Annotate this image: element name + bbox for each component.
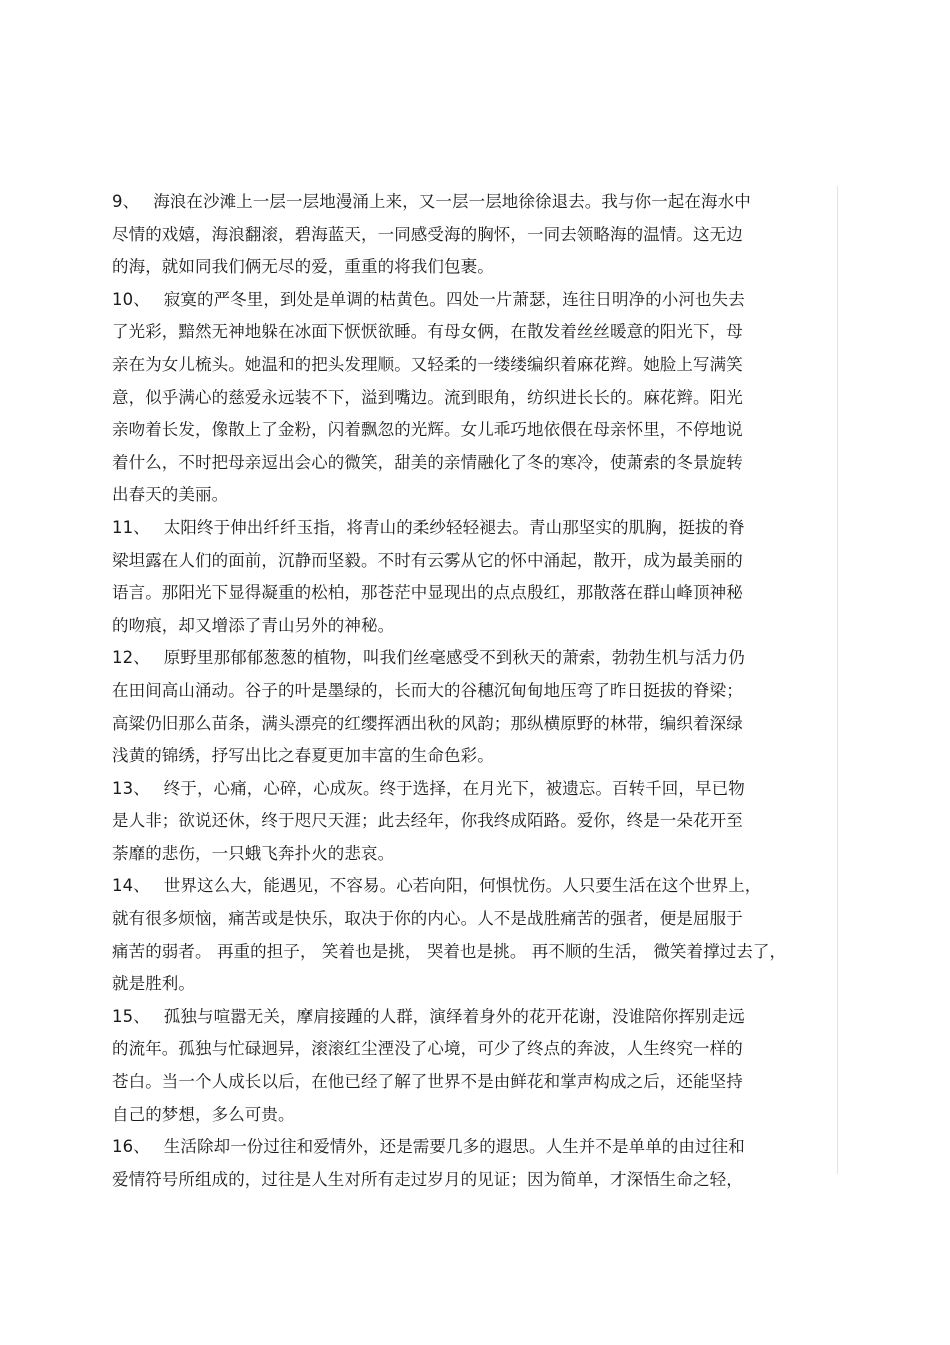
paragraph-number: 13、 [112,778,150,798]
paragraph-line [112,903,832,936]
paragraph-line [112,447,832,480]
paragraph [112,870,832,1000]
paragraph-line [112,675,832,708]
paragraph-line [112,610,832,643]
paragraph-line [112,316,832,349]
line-text: 浅黄的锦绣，抒写出比之春夏更加丰富的生命色彩。 [112,746,494,766]
paragraph-number: 10、 [112,289,150,309]
paragraph-line [112,414,832,447]
line-text: 是人非；欲说还休，终于咫尺天涯；此去经年，你我终成陌路。爱你，终是一朵花开至 [112,811,743,831]
paragraph [112,773,832,871]
line-text: 荼靡的悲伤，一只蛾飞奔扑火的悲哀。 [112,843,395,863]
paragraph-line [112,284,832,317]
line-text: 语言。那阳光下显得凝重的松柏，那苍茫中显现出的点点殷红，那散落在群山峰顶神秘 [112,583,743,603]
paragraph-number: 11、 [112,517,150,537]
paragraph-line [112,349,832,382]
line-text: 着什么，不时把母亲逗出会心的微笑，甜美的亲情融化了冬的寒冷，使萧索的冬景旋转 [112,452,743,472]
line-text: 苍白。当一个人成长以后，在他已经了解了世界不是由鲜花和掌声构成之后，还能坚持 [112,1072,743,1092]
line-text: 了光彩，黯然无神地躲在冰面下恹恹欲睡。有母女俩，在散发着丝丝暖意的阳光下，母 [112,322,743,342]
line-text: 的海，就如同我们俩无尽的爱，重重的将我们包裹。 [112,257,494,277]
paragraph-line [112,805,832,838]
line-text: 世界这么大，能遇见，不容易。心若向阳，何惧忧伤。人只要生活在这个世界上， [163,876,762,896]
paragraph-line [112,740,832,773]
paragraph-line [112,251,832,284]
line-text: 意，似乎满心的慈爱永远装不下，溢到嘴边。流到眼角，纺织进长长的。麻花辫。阳光 [112,387,743,407]
line-text: 痛苦的弱者。 再重的担子， 笑着也是挑， 哭着也是挑。 再不顺的生活， 微笑着撑过去了， [112,941,787,961]
paragraph-number: 16、 [112,1137,150,1157]
paragraph [112,284,832,512]
paragraph-line [112,186,832,219]
paragraph-line [112,773,832,806]
paragraph-line [112,1066,832,1099]
line-text: 就有很多烦恼，痛苦或是快乐，取决于你的内心。人不是战胜痛苦的强者，便是屈服于 [112,909,743,929]
paragraph [112,1001,832,1131]
paragraph-line [112,479,832,512]
line-text: 生活除却一份过往和爱情外，还是需要几多的遐思。人生并不是单单的由过往和 [163,1137,745,1157]
line-text: 爱情符号所组成的，过往是人生对所有走过岁月的见证；因为简单，才深悟生命之轻， [112,1169,743,1189]
line-text: 自己的梦想，多么可贵。 [112,1104,295,1124]
line-text: 终于，心痛，心碎，心成灰。终于选择，在月光下，被遗忘。百转千回，早已物 [163,778,745,798]
paragraph-line [112,870,832,903]
line-text: 出春天的美丽。 [112,485,229,505]
paragraph-line [112,708,832,741]
paragraph [112,186,832,284]
line-text: 亲吻着长发，像散上了金粉，闪着飘忽的光辉。女儿乖巧地依偎在母亲怀里，不停地说 [112,420,743,440]
line-text: 梁坦露在人们的面前，沉静而坚毅。不时有云雾从它的怀中涌起，散开，成为最美丽的 [112,550,743,570]
line-text: 亲在为女儿梳头。她温和的把头发理顺。又轻柔的一缕缕编织着麻花辫。她脸上写满笑 [112,354,743,374]
text-body [112,186,832,1196]
paragraph-line [112,838,832,871]
line-text: 高粱仍旧那么苗条，满头漂亮的红缨挥洒出秋的风韵；那纵横原野的林带，编织着深绿 [112,713,743,733]
paragraph-number: 15、 [112,1006,150,1026]
line-text: 孤独与喧嚣无关，摩肩接踵的人群，演绎着身外的花开花谢，没谁陪你挥别走远 [163,1006,745,1026]
paragraph-line [112,545,832,578]
line-text: 寂寞的严冬里，到处是单调的枯黄色。四处一片萧瑟，连往日明净的小河也失去 [163,289,745,309]
paragraph-line [112,577,832,610]
line-text: 的流年。孤独与忙碌迥异，滚滚红尘湮没了心境，可少了终点的奔波，人生终究一样的 [112,1039,743,1059]
paragraph-number: 9、 [112,192,140,211]
paragraph-line [112,1131,832,1164]
paragraph-number: 12、 [112,648,150,668]
line-text: 太阳终于伸出纤纤玉指，将青山的柔纱轻轻褪去。青山那坚实的肌胸，挺拔的脊 [163,517,745,537]
paragraph-number: 14、 [112,876,150,896]
line-text: 在田间高山涌动。谷子的叶是墨绿的，长而大的谷穗沉甸甸地压弯了昨日挺拔的脊梁； [112,680,743,700]
paragraph-line [112,642,832,675]
paragraph-line [112,1033,832,1066]
line-text: 原野里那郁郁葱葱的植物，叫我们丝毫感受不到秋天的萧索，勃勃生机与活力仍 [163,648,745,668]
line-text: 海浪在沙滩上一层一层地漫涌上来，又一层一层地徐徐退去。我与你一起在海水中 [153,192,751,211]
paragraph-line [112,512,832,545]
paragraph-line [112,1001,832,1034]
paragraph-line [112,1099,832,1132]
paragraph-line [112,219,832,252]
line-text: 就是胜利。 [112,974,195,994]
line-text: 的吻痕，却又增添了青山另外的神秘。 [112,615,395,635]
paragraph-line [112,382,832,415]
paragraph [112,512,832,642]
paragraph-line [112,936,832,969]
line-text: 尽情的戏嬉，海浪翻滚，碧海蓝天，一同感受海的胸怀，一同去领略海的温情。这无边 [112,224,743,244]
paragraph [112,642,832,772]
paragraph [112,1131,832,1196]
margin-rule [837,186,838,1174]
paragraph-line [112,968,832,1001]
paragraph-line [112,1164,832,1197]
